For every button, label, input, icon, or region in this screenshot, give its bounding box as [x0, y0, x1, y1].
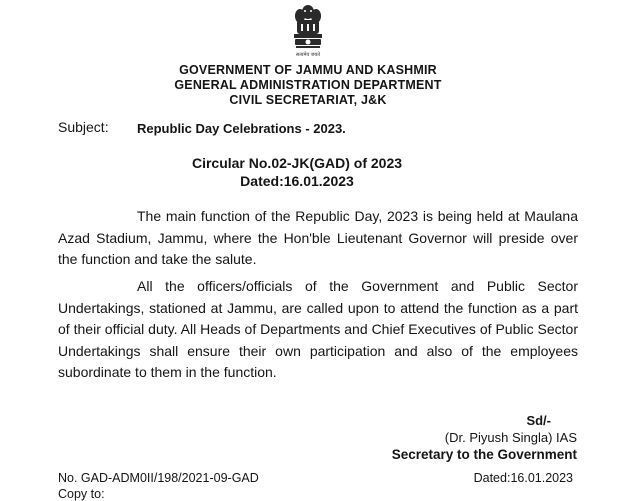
emblem-motto: सत्यमेव जयते — [295, 52, 321, 58]
department-heading: GENERAL ADMINISTRATION DEPARTMENT — [174, 78, 442, 92]
signature-sd: Sd/- — [526, 413, 551, 428]
signatory-name: (Dr. Piyush Singla) IAS — [444, 430, 577, 445]
body-paragraph-1 — [58, 206, 578, 271]
government-heading: GOVERNMENT OF JAMMU AND KASHMIR — [179, 63, 437, 77]
secretariat-heading: CIVIL SECRETARIAT, J&K — [229, 93, 387, 107]
circular-date: Dated:16.01.2023 — [240, 173, 354, 189]
body-paragraph-2 — [58, 276, 578, 384]
paragraph-1-text: The main function of the Republic Day, 2023 is being held at Maulana Azad Stadium, Jammu, where the Hon'ble Lieutenant Governor will preside over the function and take the salute. — [58, 208, 578, 267]
paragraph-2-text: All the officers/officials of the Government and Public Sector Undertakings, stationed at Jammu, are called upon to attend the function as a part of their official duty. All Heads of Departments and Chief Executives of Public Sector Undertakings shall ensure their own participation and also of the employees subordinate to them in the function. — [58, 278, 578, 380]
signatory-designation: Secretary to the Government — [391, 447, 577, 462]
copy-to-label: Copy to: — [58, 487, 105, 501]
footer-date: Dated:16.01.2023 — [473, 471, 573, 485]
file-number: No. GAD-ADM0II/198/2021-09-GAD — [58, 471, 259, 485]
circular-number: Circular No.02-JK(GAD) of 2023 — [191, 155, 403, 171]
subject-text: Republic Day Celebrations - 2023. — [137, 121, 346, 136]
subject-label: Subject: — [58, 119, 109, 135]
